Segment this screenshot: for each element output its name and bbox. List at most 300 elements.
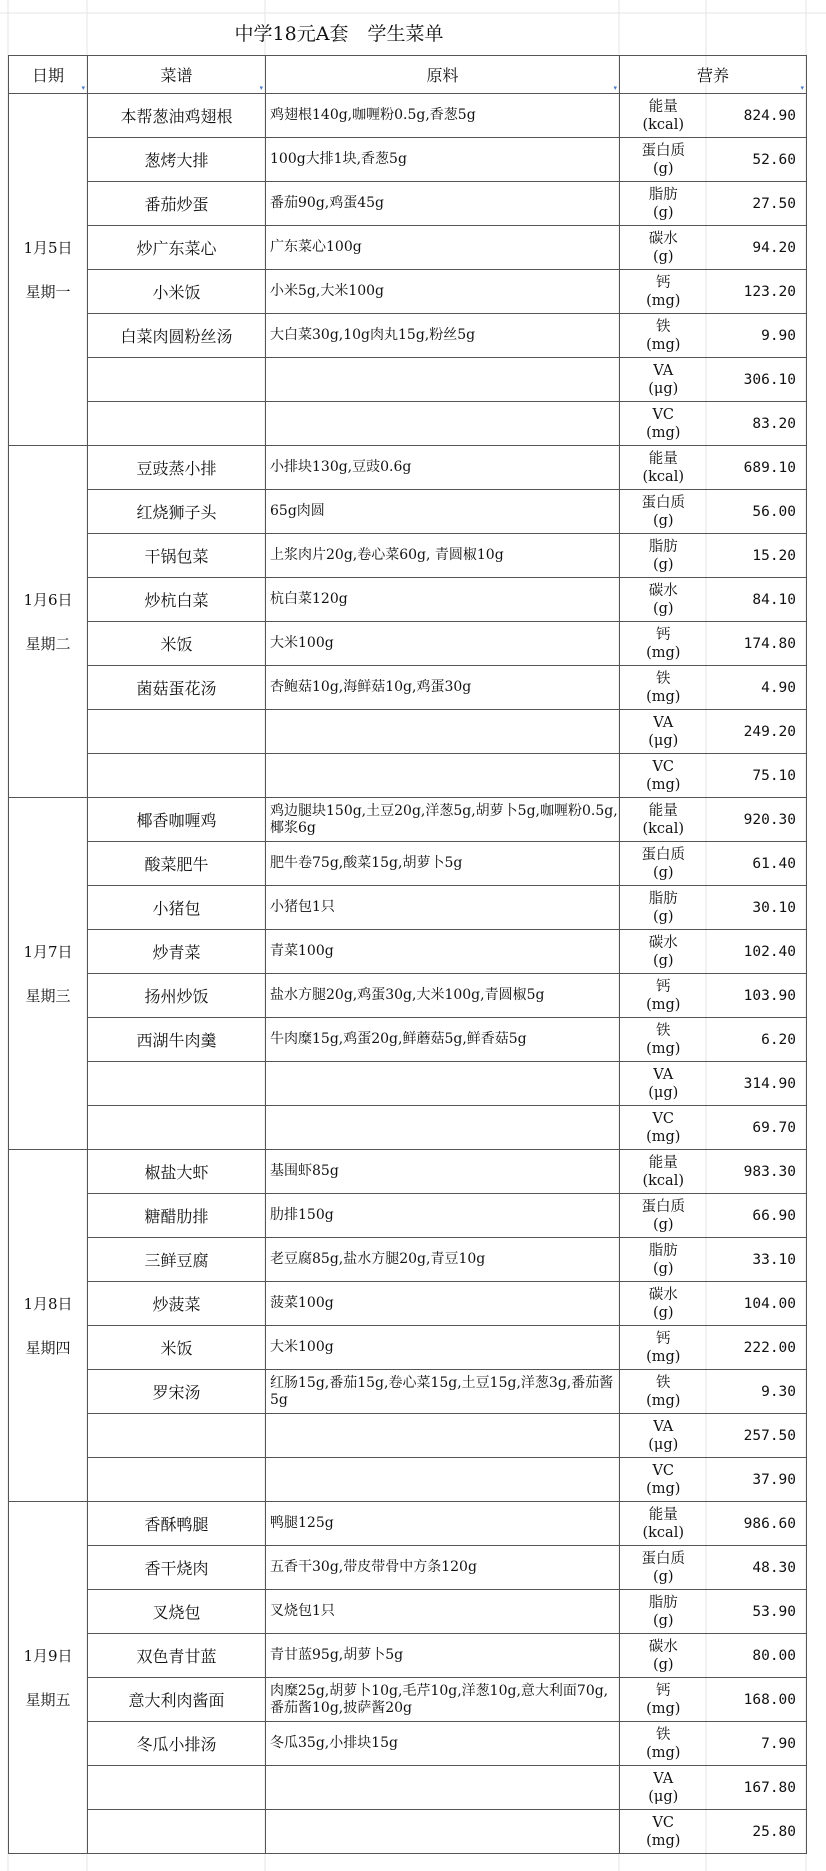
table-row	[9, 270, 807, 314]
table-row	[9, 1414, 807, 1458]
header-nutrition[interactable]	[620, 56, 807, 94]
ingredients-cell[interactable]: 青菜100g	[266, 930, 620, 974]
nutrient-label-cell[interactable]	[620, 1018, 707, 1062]
table-row	[9, 138, 807, 182]
nutrient-name: VA	[653, 1770, 674, 1787]
table-row	[9, 710, 807, 754]
nutrient-name: 能量	[648, 1154, 678, 1171]
nutrient-label-cell[interactable]	[620, 1194, 707, 1238]
ingredients-cell[interactable]: 老豆腐85g,盐水方腿20g,青豆10g	[266, 1238, 620, 1282]
menu-table	[8, 55, 807, 1854]
nutrient-label-cell[interactable]	[620, 666, 707, 710]
dish-name-cell[interactable]: 香干烧肉	[88, 1546, 266, 1590]
nutrient-value-cell[interactable]: 53.90	[707, 1590, 807, 1634]
dish-name-cell[interactable]	[88, 1766, 266, 1810]
dish-name-cell[interactable]: 意大利肉酱面	[88, 1678, 266, 1722]
nutrient-unit: (μg)	[648, 732, 679, 749]
nutrient-unit: (g)	[652, 1612, 674, 1629]
table-row	[9, 226, 807, 270]
nutrient-name: 钙	[656, 1330, 671, 1347]
header-nutrition-label: 营养	[697, 66, 730, 85]
nutrient-label-cell[interactable]	[620, 886, 707, 930]
nutrient-name: 钙	[656, 978, 671, 995]
page-title	[8, 13, 806, 55]
dish-name-cell[interactable]: 叉烧包	[88, 1590, 266, 1634]
table-row	[9, 1590, 807, 1634]
nutrient-label-cell[interactable]	[620, 270, 707, 314]
dish-name-cell[interactable]: 炒杭白菜	[88, 578, 266, 622]
table-row	[9, 314, 807, 358]
day-date: 1月9日	[23, 1646, 73, 1665]
dish-name-cell[interactable]: 椰香咖喱鸡	[88, 798, 266, 842]
nutrient-name: 铁	[656, 318, 671, 335]
nutrient-name: 蛋白质	[641, 846, 685, 863]
nutrient-unit: (g)	[652, 1656, 674, 1673]
dish-name-cell[interactable]	[88, 1458, 266, 1502]
nutrient-value-cell[interactable]: 222.00	[707, 1326, 807, 1370]
menu-body	[9, 94, 807, 1854]
dish-name-cell[interactable]: 葱烤大排	[88, 138, 266, 182]
nutrient-name: VC	[652, 1814, 675, 1831]
ingredients-cell[interactable]: 肉糜25g,胡萝卜10g,毛芹10g,洋葱10g,意大利面70g,番茄酱10g,披萨酱20g	[266, 1678, 620, 1722]
table-row	[9, 1634, 807, 1678]
nutrient-unit: (g)	[652, 556, 674, 573]
nutrient-unit: (μg)	[648, 380, 679, 397]
menu-sheet	[8, 13, 806, 1854]
ingredients-cell[interactable]: 冬瓜35g,小排块15g	[266, 1722, 620, 1766]
ingredients-cell[interactable]: 100g大排1块,香葱5g	[266, 138, 620, 182]
nutrient-name: 脂肪	[648, 186, 678, 203]
nutrient-value-cell[interactable]: 27.50	[707, 182, 807, 226]
table-row	[9, 1018, 807, 1062]
ingredients-cell[interactable]: 肋排150g	[266, 1194, 620, 1238]
dish-name-cell[interactable]	[88, 1810, 266, 1854]
nutrient-name: VA	[653, 714, 674, 731]
nutrient-name: 能量	[648, 802, 678, 819]
nutrient-label-cell[interactable]	[620, 798, 707, 842]
dish-name-cell[interactable]: 炒菠菜	[88, 1282, 266, 1326]
dish-name-cell[interactable]: 番茄炒蛋	[88, 182, 266, 226]
nutrient-value-cell[interactable]: 30.10	[707, 886, 807, 930]
nutrient-value-cell[interactable]: 6.20	[707, 1018, 807, 1062]
nutrient-value-cell[interactable]: 15.20	[707, 534, 807, 578]
table-row	[9, 1062, 807, 1106]
ingredients-cell[interactable]: 鸭腿125g	[266, 1502, 620, 1546]
table-row	[9, 578, 807, 622]
ingredients-cell[interactable]: 小米5g,大米100g	[266, 270, 620, 314]
ingredients-cell[interactable]	[266, 1458, 620, 1502]
nutrient-unit: (mg)	[646, 776, 681, 793]
nutrient-value-cell[interactable]: 66.90	[707, 1194, 807, 1238]
nutrient-name: VA	[653, 362, 674, 379]
filter-dropdown-icon[interactable]: ▾	[81, 84, 85, 92]
nutrient-unit: (g)	[652, 248, 674, 265]
ingredients-cell[interactable]: 广东菜心100g	[266, 226, 620, 270]
nutrient-label-cell[interactable]	[620, 534, 707, 578]
ingredients-cell[interactable]: 大白菜30g,10g肉丸15g,粉丝5g	[266, 314, 620, 358]
table-row	[9, 358, 807, 402]
table-row	[9, 402, 807, 446]
nutrient-value-cell[interactable]: 52.60	[707, 138, 807, 182]
nutrient-name: 蛋白质	[641, 142, 685, 159]
nutrient-label-cell[interactable]	[620, 446, 707, 490]
nutrient-value-cell[interactable]: 306.10	[707, 358, 807, 402]
ingredients-cell[interactable]: 菠菜100g	[266, 1282, 620, 1326]
nutrient-value-cell[interactable]: 983.30	[707, 1150, 807, 1194]
dish-name-cell[interactable]: 炒广东菜心	[88, 226, 266, 270]
nutrient-label-cell[interactable]	[620, 138, 707, 182]
nutrient-value-cell[interactable]: 4.90	[707, 666, 807, 710]
nutrient-label-cell[interactable]	[620, 314, 707, 358]
ingredients-cell[interactable]: 牛肉糜15g,鸡蛋20g,鲜蘑菇5g,鲜香菇5g	[266, 1018, 620, 1062]
nutrient-label-cell[interactable]	[620, 578, 707, 622]
nutrient-value-cell[interactable]: 102.40	[707, 930, 807, 974]
dish-name-cell[interactable]	[88, 358, 266, 402]
nutrient-label-cell[interactable]	[620, 710, 707, 754]
filter-dropdown-icon[interactable]: ▾	[259, 84, 263, 92]
dish-name-cell[interactable]: 小米饭	[88, 270, 266, 314]
nutrient-value-cell[interactable]: 314.90	[707, 1062, 807, 1106]
dish-name-cell[interactable]: 米饭	[88, 1326, 266, 1370]
nutrient-label-cell[interactable]	[620, 1062, 707, 1106]
nutrient-name: 能量	[648, 450, 678, 467]
nutrient-value-cell[interactable]: 56.00	[707, 490, 807, 534]
nutrient-label-cell[interactable]	[620, 1634, 707, 1678]
nutrient-value-cell[interactable]: 257.50	[707, 1414, 807, 1458]
ingredients-cell[interactable]: 上浆肉片20g,卷心菜60g, 青圆椒10g	[266, 534, 620, 578]
nutrient-unit: (mg)	[646, 688, 681, 705]
nutrient-name: 铁	[656, 670, 671, 687]
nutrient-value-cell[interactable]: 9.30	[707, 1370, 807, 1414]
nutrient-name: VA	[653, 1066, 674, 1083]
day-date: 1月6日	[23, 590, 73, 609]
table-row	[9, 842, 807, 886]
nutrient-unit: (g)	[652, 512, 674, 529]
nutrient-unit: (mg)	[646, 1128, 681, 1145]
ingredients-cell[interactable]: 肥牛卷75g,酸菜15g,胡萝卜5g	[266, 842, 620, 886]
header-ingredients-label: 原料	[426, 66, 459, 85]
ingredients-cell[interactable]	[266, 710, 620, 754]
nutrient-value-cell[interactable]: 48.30	[707, 1546, 807, 1590]
dish-name-cell[interactable]: 冬瓜小排汤	[88, 1722, 266, 1766]
ingredients-cell[interactable]	[266, 1062, 620, 1106]
nutrient-label-cell[interactable]	[620, 1238, 707, 1282]
ingredients-cell[interactable]: 青甘蓝95g,胡萝卜5g	[266, 1634, 620, 1678]
nutrient-label-cell[interactable]	[620, 1106, 707, 1150]
ingredients-cell[interactable]: 叉烧包1只	[266, 1590, 620, 1634]
day-date-cell[interactable]	[9, 1150, 88, 1502]
nutrient-label-cell[interactable]	[620, 182, 707, 226]
dish-name-cell[interactable]: 本帮葱油鸡翅根	[88, 94, 266, 138]
table-row	[9, 1722, 807, 1766]
header-dish-label: 菜谱	[160, 66, 193, 85]
nutrient-value-cell[interactable]: 75.10	[707, 754, 807, 798]
nutrient-unit: (mg)	[646, 996, 681, 1013]
nutrient-label-cell[interactable]	[620, 1590, 707, 1634]
dish-name-cell[interactable]: 香酥鸭腿	[88, 1502, 266, 1546]
nutrient-name: 钙	[656, 274, 671, 291]
nutrient-value-cell[interactable]: 104.00	[707, 1282, 807, 1326]
table-row	[9, 1766, 807, 1810]
nutrient-name: 碳水	[648, 1638, 678, 1655]
day-weekday: 星期四	[25, 1338, 71, 1357]
dish-name-cell[interactable]: 糖醋肋排	[88, 1194, 266, 1238]
dish-name-cell[interactable]: 豆豉蒸小排	[88, 446, 266, 490]
table-row	[9, 930, 807, 974]
nutrient-name: 能量	[648, 98, 678, 115]
nutrient-unit: (kcal)	[642, 1524, 684, 1541]
day-weekday: 星期五	[25, 1690, 71, 1709]
nutrient-value-cell[interactable]: 167.80	[707, 1766, 807, 1810]
nutrient-unit: (μg)	[648, 1084, 679, 1101]
nutrient-label-cell[interactable]	[620, 1370, 707, 1414]
ingredients-cell[interactable]: 小猪包1只	[266, 886, 620, 930]
nutrient-name: 蛋白质	[641, 494, 685, 511]
nutrient-name: 碳水	[648, 1286, 678, 1303]
ingredients-cell[interactable]: 杭白菜120g	[266, 578, 620, 622]
nutrient-value-cell[interactable]: 69.70	[707, 1106, 807, 1150]
nutrient-label-cell[interactable]	[620, 226, 707, 270]
day-date-cell[interactable]	[9, 798, 88, 1150]
nutrient-value-cell[interactable]: 103.90	[707, 974, 807, 1018]
ingredients-cell[interactable]: 65g肉圆	[266, 490, 620, 534]
day-date: 1月8日	[23, 1294, 73, 1313]
header-date-label: 日期	[31, 66, 64, 85]
table-row	[9, 1810, 807, 1854]
nutrient-name: 钙	[656, 1682, 671, 1699]
nutrient-label-cell[interactable]	[620, 1678, 707, 1722]
nutrient-unit: (g)	[652, 1304, 674, 1321]
filter-dropdown-icon[interactable]: ▾	[613, 84, 617, 92]
nutrient-label-cell[interactable]	[620, 622, 707, 666]
nutrient-label-cell[interactable]	[620, 1150, 707, 1194]
day-date-cell[interactable]	[9, 94, 88, 446]
nutrient-value-cell[interactable]: 33.10	[707, 1238, 807, 1282]
nutrient-unit: (mg)	[646, 336, 681, 353]
nutrient-label-cell[interactable]	[620, 402, 707, 446]
nutrient-name: 脂肪	[648, 538, 678, 555]
ingredients-cell[interactable]	[266, 358, 620, 402]
nutrient-name: VC	[652, 758, 675, 775]
nutrient-name: VC	[652, 1110, 675, 1127]
table-row	[9, 94, 807, 138]
dish-name-cell[interactable]: 米饭	[88, 622, 266, 666]
day-weekday: 星期一	[25, 282, 71, 301]
nutrient-name: 蛋白质	[641, 1198, 685, 1215]
nutrient-label-cell[interactable]	[620, 1414, 707, 1458]
table-row	[9, 1370, 807, 1414]
ingredients-cell[interactable]: 红肠15g,番茄15g,卷心菜15g,土豆15g,洋葱3g,番茄酱5g	[266, 1370, 620, 1414]
ingredients-cell[interactable]: 小排块130g,豆豉0.6g	[266, 446, 620, 490]
nutrient-value-cell[interactable]: 168.00	[707, 1678, 807, 1722]
header-dish[interactable]	[88, 56, 266, 94]
dish-name-cell[interactable]: 三鲜豆腐	[88, 1238, 266, 1282]
nutrient-value-cell[interactable]: 920.30	[707, 798, 807, 842]
nutrient-unit: (mg)	[646, 424, 681, 441]
day-weekday: 星期三	[25, 986, 71, 1005]
nutrient-label-cell[interactable]	[620, 1458, 707, 1502]
dish-name-cell[interactable]	[88, 1106, 266, 1150]
header-date[interactable]	[9, 56, 88, 94]
table-row	[9, 666, 807, 710]
nutrient-value-cell[interactable]: 37.90	[707, 1458, 807, 1502]
nutrient-label-cell[interactable]	[620, 1282, 707, 1326]
day-date: 1月5日	[23, 238, 73, 257]
ingredients-cell[interactable]: 五香干30g,带皮带骨中方条120g	[266, 1546, 620, 1590]
nutrient-value-cell[interactable]: 174.80	[707, 622, 807, 666]
ingredients-cell[interactable]: 鸡翅根140g,咖喱粉0.5g,香葱5g	[266, 94, 620, 138]
ingredients-cell[interactable]: 鸡边腿块150g,土豆20g,洋葱5g,胡萝卜5g,咖喱粉0.5g,椰浆6g	[266, 798, 620, 842]
nutrient-label-cell[interactable]	[620, 1546, 707, 1590]
nutrient-unit: (mg)	[646, 644, 681, 661]
nutrient-unit: (mg)	[646, 1700, 681, 1717]
dish-name-cell[interactable]	[88, 1414, 266, 1458]
nutrient-label-cell[interactable]	[620, 358, 707, 402]
table-row	[9, 974, 807, 1018]
nutrient-name: 脂肪	[648, 890, 678, 907]
day-date-cell[interactable]	[9, 446, 88, 798]
nutrient-unit: (kcal)	[642, 820, 684, 837]
nutrient-name: 脂肪	[648, 1594, 678, 1611]
table-row	[9, 1678, 807, 1722]
nutrient-unit: (mg)	[646, 1392, 681, 1409]
dish-name-cell[interactable]: 菌菇蛋花汤	[88, 666, 266, 710]
ingredients-cell[interactable]: 大米100g	[266, 1326, 620, 1370]
nutrient-value-cell[interactable]: 83.20	[707, 402, 807, 446]
dish-name-cell[interactable]: 椒盐大虾	[88, 1150, 266, 1194]
ingredients-cell[interactable]	[266, 402, 620, 446]
nutrient-unit: (mg)	[646, 1348, 681, 1365]
ingredients-cell[interactable]: 大米100g	[266, 622, 620, 666]
ingredients-cell[interactable]	[266, 1810, 620, 1854]
nutrient-name: 碳水	[648, 934, 678, 951]
table-row	[9, 1326, 807, 1370]
nutrient-name: 钙	[656, 626, 671, 643]
nutrient-label-cell[interactable]	[620, 1502, 707, 1546]
table-row	[9, 446, 807, 490]
nutrient-unit: (mg)	[646, 1480, 681, 1497]
nutrient-name: VA	[653, 1418, 674, 1435]
nutrient-label-cell[interactable]	[620, 842, 707, 886]
nutrient-name: 碳水	[648, 582, 678, 599]
nutrient-unit: (mg)	[646, 1040, 681, 1057]
nutrient-unit: (g)	[652, 1568, 674, 1585]
nutrient-unit: (μg)	[648, 1436, 679, 1453]
nutrient-value-cell[interactable]: 123.20	[707, 270, 807, 314]
table-row	[9, 1458, 807, 1502]
ingredients-cell[interactable]: 番茄90g,鸡蛋45g	[266, 182, 620, 226]
ingredients-cell[interactable]	[266, 754, 620, 798]
nutrient-value-cell[interactable]: 9.90	[707, 314, 807, 358]
nutrient-label-cell[interactable]	[620, 754, 707, 798]
table-row	[9, 798, 807, 842]
nutrient-label-cell[interactable]	[620, 490, 707, 534]
nutrient-label-cell[interactable]	[620, 1326, 707, 1370]
ingredients-cell[interactable]	[266, 1766, 620, 1810]
ingredients-cell[interactable]: 盐水方腿20g,鸡蛋30g,大米100g,青圆椒5g	[266, 974, 620, 1018]
table-row	[9, 534, 807, 578]
table-row	[9, 1150, 807, 1194]
nutrient-value-cell[interactable]: 986.60	[707, 1502, 807, 1546]
day-date-cell[interactable]	[9, 1502, 88, 1854]
nutrient-name: 铁	[656, 1726, 671, 1743]
nutrient-label-cell[interactable]	[620, 974, 707, 1018]
nutrient-unit: (g)	[652, 864, 674, 881]
nutrient-name: VC	[652, 406, 675, 423]
ingredients-cell[interactable]: 杏鲍菇10g,海鲜菇10g,鸡蛋30g	[266, 666, 620, 710]
table-row	[9, 754, 807, 798]
nutrient-unit: (g)	[652, 952, 674, 969]
dish-name-cell[interactable]	[88, 754, 266, 798]
header-row	[9, 56, 807, 94]
nutrient-unit: (g)	[652, 908, 674, 925]
nutrient-unit: (μg)	[648, 1788, 679, 1805]
nutrient-value-cell[interactable]: 80.00	[707, 1634, 807, 1678]
dish-name-cell[interactable]: 小猪包	[88, 886, 266, 930]
nutrient-unit: (kcal)	[642, 116, 684, 133]
dish-name-cell[interactable]: 炒青菜	[88, 930, 266, 974]
nutrient-name: 蛋白质	[641, 1550, 685, 1567]
ingredients-cell[interactable]	[266, 1414, 620, 1458]
nutrient-unit: (mg)	[646, 292, 681, 309]
dish-name-cell[interactable]: 白菜肉圆粉丝汤	[88, 314, 266, 358]
filter-dropdown-icon[interactable]: ▾	[800, 84, 805, 92]
nutrient-value-cell[interactable]: 61.40	[707, 842, 807, 886]
nutrient-unit: (g)	[652, 600, 674, 617]
nutrient-value-cell[interactable]: 689.10	[707, 446, 807, 490]
nutrient-value-cell[interactable]: 94.20	[707, 226, 807, 270]
table-row	[9, 886, 807, 930]
ingredients-cell[interactable]: 基围虾85g	[266, 1150, 620, 1194]
dish-name-cell[interactable]: 干锅包菜	[88, 534, 266, 578]
table-row	[9, 1238, 807, 1282]
nutrient-value-cell[interactable]: 25.80	[707, 1810, 807, 1854]
table-row	[9, 1546, 807, 1590]
nutrient-value-cell[interactable]: 7.90	[707, 1722, 807, 1766]
dish-name-cell[interactable]: 扬州炒饭	[88, 974, 266, 1018]
dish-name-cell[interactable]: 双色青甘蓝	[88, 1634, 266, 1678]
nutrient-label-cell[interactable]	[620, 94, 707, 138]
nutrient-unit: (mg)	[646, 1832, 681, 1849]
dish-name-cell[interactable]: 罗宋汤	[88, 1370, 266, 1414]
table-row	[9, 1502, 807, 1546]
nutrient-value-cell[interactable]: 84.10	[707, 578, 807, 622]
nutrient-label-cell[interactable]	[620, 1722, 707, 1766]
dish-name-cell[interactable]: 西湖牛肉羹	[88, 1018, 266, 1062]
ingredients-cell[interactable]	[266, 1106, 620, 1150]
nutrient-unit: (g)	[652, 204, 674, 221]
day-date: 1月7日	[23, 942, 73, 961]
dish-name-cell[interactable]: 红烧狮子头	[88, 490, 266, 534]
table-row	[9, 1282, 807, 1326]
nutrient-label-cell[interactable]	[620, 1810, 707, 1854]
nutrient-name: 脂肪	[648, 1242, 678, 1259]
nutrient-name: 铁	[656, 1022, 671, 1039]
dish-name-cell[interactable]	[88, 1062, 266, 1106]
table-row	[9, 1106, 807, 1150]
nutrient-value-cell[interactable]: 824.90	[707, 94, 807, 138]
dish-name-cell[interactable]	[88, 710, 266, 754]
nutrient-name: 能量	[648, 1506, 678, 1523]
nutrient-label-cell[interactable]	[620, 930, 707, 974]
nutrient-unit: (mg)	[646, 1744, 681, 1761]
nutrient-value-cell[interactable]: 249.20	[707, 710, 807, 754]
nutrient-label-cell[interactable]	[620, 1766, 707, 1810]
dish-name-cell[interactable]: 酸菜肥牛	[88, 842, 266, 886]
table-row	[9, 182, 807, 226]
dish-name-cell[interactable]	[88, 402, 266, 446]
header-ingredients[interactable]	[266, 56, 620, 94]
